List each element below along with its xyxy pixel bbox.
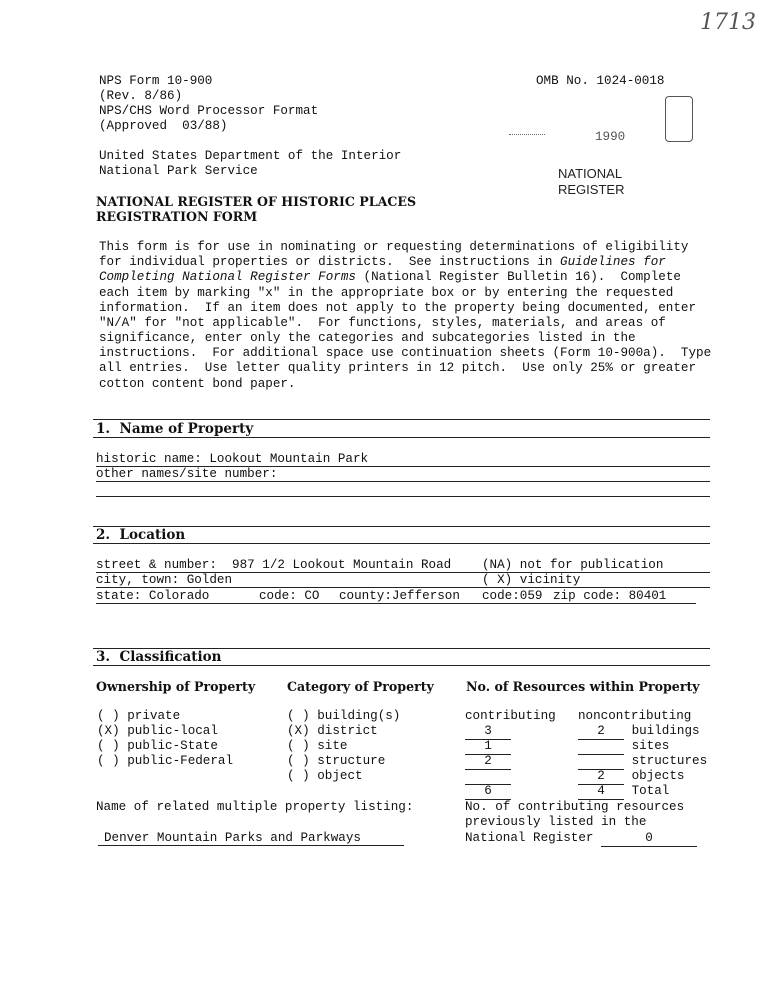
ownership-header: Ownership of Property	[96, 679, 256, 694]
intro-line: instructions. For additional space use continuation sheets (Form 10-900a). Type	[99, 346, 712, 360]
contributing-label: contributing	[465, 709, 556, 723]
street-number: street & number: 987 1/2 Lookout Mountain Road	[96, 558, 452, 572]
ownership-private: ( ) private	[97, 709, 181, 723]
intro-line: for individual properties or districts. See instructions in Guidelines for	[99, 255, 666, 269]
section-rule	[93, 437, 710, 438]
intro-line: all entries. Use letter quality printers in 12 pitch. Use only 25% or greater	[99, 361, 697, 375]
guidelines-italic-cont: Completing National Register Forms	[99, 270, 356, 284]
resource-label: Total	[631, 784, 670, 798]
other-names: other names/site number:	[96, 467, 278, 481]
received-stamp	[505, 94, 715, 154]
intro-line: each item by marking "x" in the appropriate box or by entering the requested	[99, 286, 674, 300]
noncontributing-label: noncontributing	[578, 709, 692, 723]
state: state: Colorado	[96, 589, 210, 603]
field-underline	[98, 845, 404, 846]
omb-number: OMB No. 1024-0018	[536, 74, 665, 88]
contributing-count: 3	[465, 724, 511, 740]
resource-row-total	[465, 784, 669, 800]
historic-name: historic name: Lookout Mountain Park	[96, 452, 369, 466]
agency: National Park Service	[99, 164, 258, 178]
form-title-line1: NATIONAL REGISTER OF HISTORIC PLACES	[96, 194, 417, 209]
resource-label: objects	[631, 769, 685, 783]
stamp-national: NATIONAL	[558, 166, 623, 181]
resource-row-buildings	[465, 724, 700, 740]
stamp-frame	[665, 96, 693, 142]
category-structure: ( ) structure	[287, 754, 386, 768]
form-revision: (Rev. 8/86)	[99, 89, 183, 103]
noncontributing-count	[578, 739, 624, 755]
multiple-property-value: Denver Mountain Parks and Parkways	[104, 831, 361, 845]
section-rule	[93, 526, 710, 527]
intro-line: information. If an item does not apply to the property being documented, enter	[99, 301, 697, 315]
ownership-public-state: ( ) public-State	[97, 739, 218, 753]
department: United States Department of the Interior	[99, 149, 402, 163]
section-rule	[93, 665, 710, 666]
not-for-publication: (NA) not for publication	[482, 558, 664, 572]
resource-row-sites	[465, 739, 669, 755]
prev-listed-line2: previously listed in the	[465, 815, 647, 829]
category-header: Category of Property	[287, 679, 434, 694]
section2-heading: 2. Location	[96, 527, 186, 543]
prev-listed-count: 0	[601, 831, 697, 847]
intro-line: "N/A" for "not applicable". For functions, styles, materials, and areas of	[99, 316, 666, 330]
category-object: ( ) object	[287, 769, 363, 783]
intro-line: cotton content bond paper.	[99, 377, 296, 391]
intro-line: Completing National Register Forms (National Register Bulletin 16). Complete	[99, 270, 681, 284]
field-underline	[96, 603, 696, 604]
contributing-count: 2	[465, 754, 511, 770]
noncontributing-count: 2	[578, 769, 624, 785]
contributing-count: 1	[465, 739, 511, 755]
stamp-mark	[509, 134, 545, 135]
resource-label: buildings	[631, 724, 700, 738]
prev-listed-line1: No. of contributing resources	[465, 800, 685, 814]
field-underline	[96, 587, 710, 588]
form-approved: (Approved 03/88)	[99, 119, 228, 133]
category-buildings: ( ) building(s)	[287, 709, 401, 723]
category-district: (X) district	[287, 724, 378, 738]
resource-row-objects	[465, 769, 684, 785]
multiple-property-label: Name of related multiple property listing:	[96, 800, 414, 814]
form-format: NPS/CHS Word Processor Format	[99, 104, 319, 118]
section1-heading: 1. Name of Property	[96, 421, 254, 437]
form-title-line2: REGISTRATION FORM	[96, 209, 258, 224]
resource-row-structures	[465, 754, 707, 770]
field-underline	[96, 496, 710, 497]
handwritten-corner-mark: 1713	[700, 10, 756, 35]
ownership-public-federal: ( ) public-Federal	[97, 754, 234, 768]
form-number: NPS Form 10-900	[99, 74, 213, 88]
ownership-public-local: (X) public-local	[97, 724, 218, 738]
category-site: ( ) site	[287, 739, 348, 753]
vicinity: ( X) vicinity	[482, 573, 581, 587]
guidelines-italic: Guidelines for	[560, 255, 666, 269]
city-town: city, town: Golden	[96, 573, 233, 587]
county: county:Jefferson	[339, 589, 460, 603]
contributing-count	[465, 769, 511, 785]
resource-label: sites	[631, 739, 670, 753]
field-underline	[96, 481, 710, 482]
intro-line: This form is for use in nominating or requesting determinations of eligibility	[99, 240, 689, 254]
contributing-total: 6	[465, 784, 511, 800]
section-rule	[93, 419, 710, 420]
intro-line: significance, enter only the categories and subcategories listed in the	[99, 331, 636, 345]
prev-listed-line3: National Register 0	[465, 831, 697, 847]
section3-heading: 3. Classification	[96, 649, 222, 665]
resource-label: structures	[631, 754, 708, 768]
noncontributing-count	[578, 754, 624, 770]
stamp-register: REGISTER	[558, 182, 625, 197]
state-code: code: CO	[259, 589, 320, 603]
stamp-date-partial: 1990	[595, 130, 626, 144]
noncontributing-total: 4	[578, 784, 624, 800]
noncontributing-count: 2	[578, 724, 624, 740]
zip-code: zip code: 80401	[553, 589, 667, 603]
section-rule	[93, 543, 710, 544]
county-code: code:059	[482, 589, 543, 603]
resources-header: No. of Resources within Property	[466, 679, 700, 694]
